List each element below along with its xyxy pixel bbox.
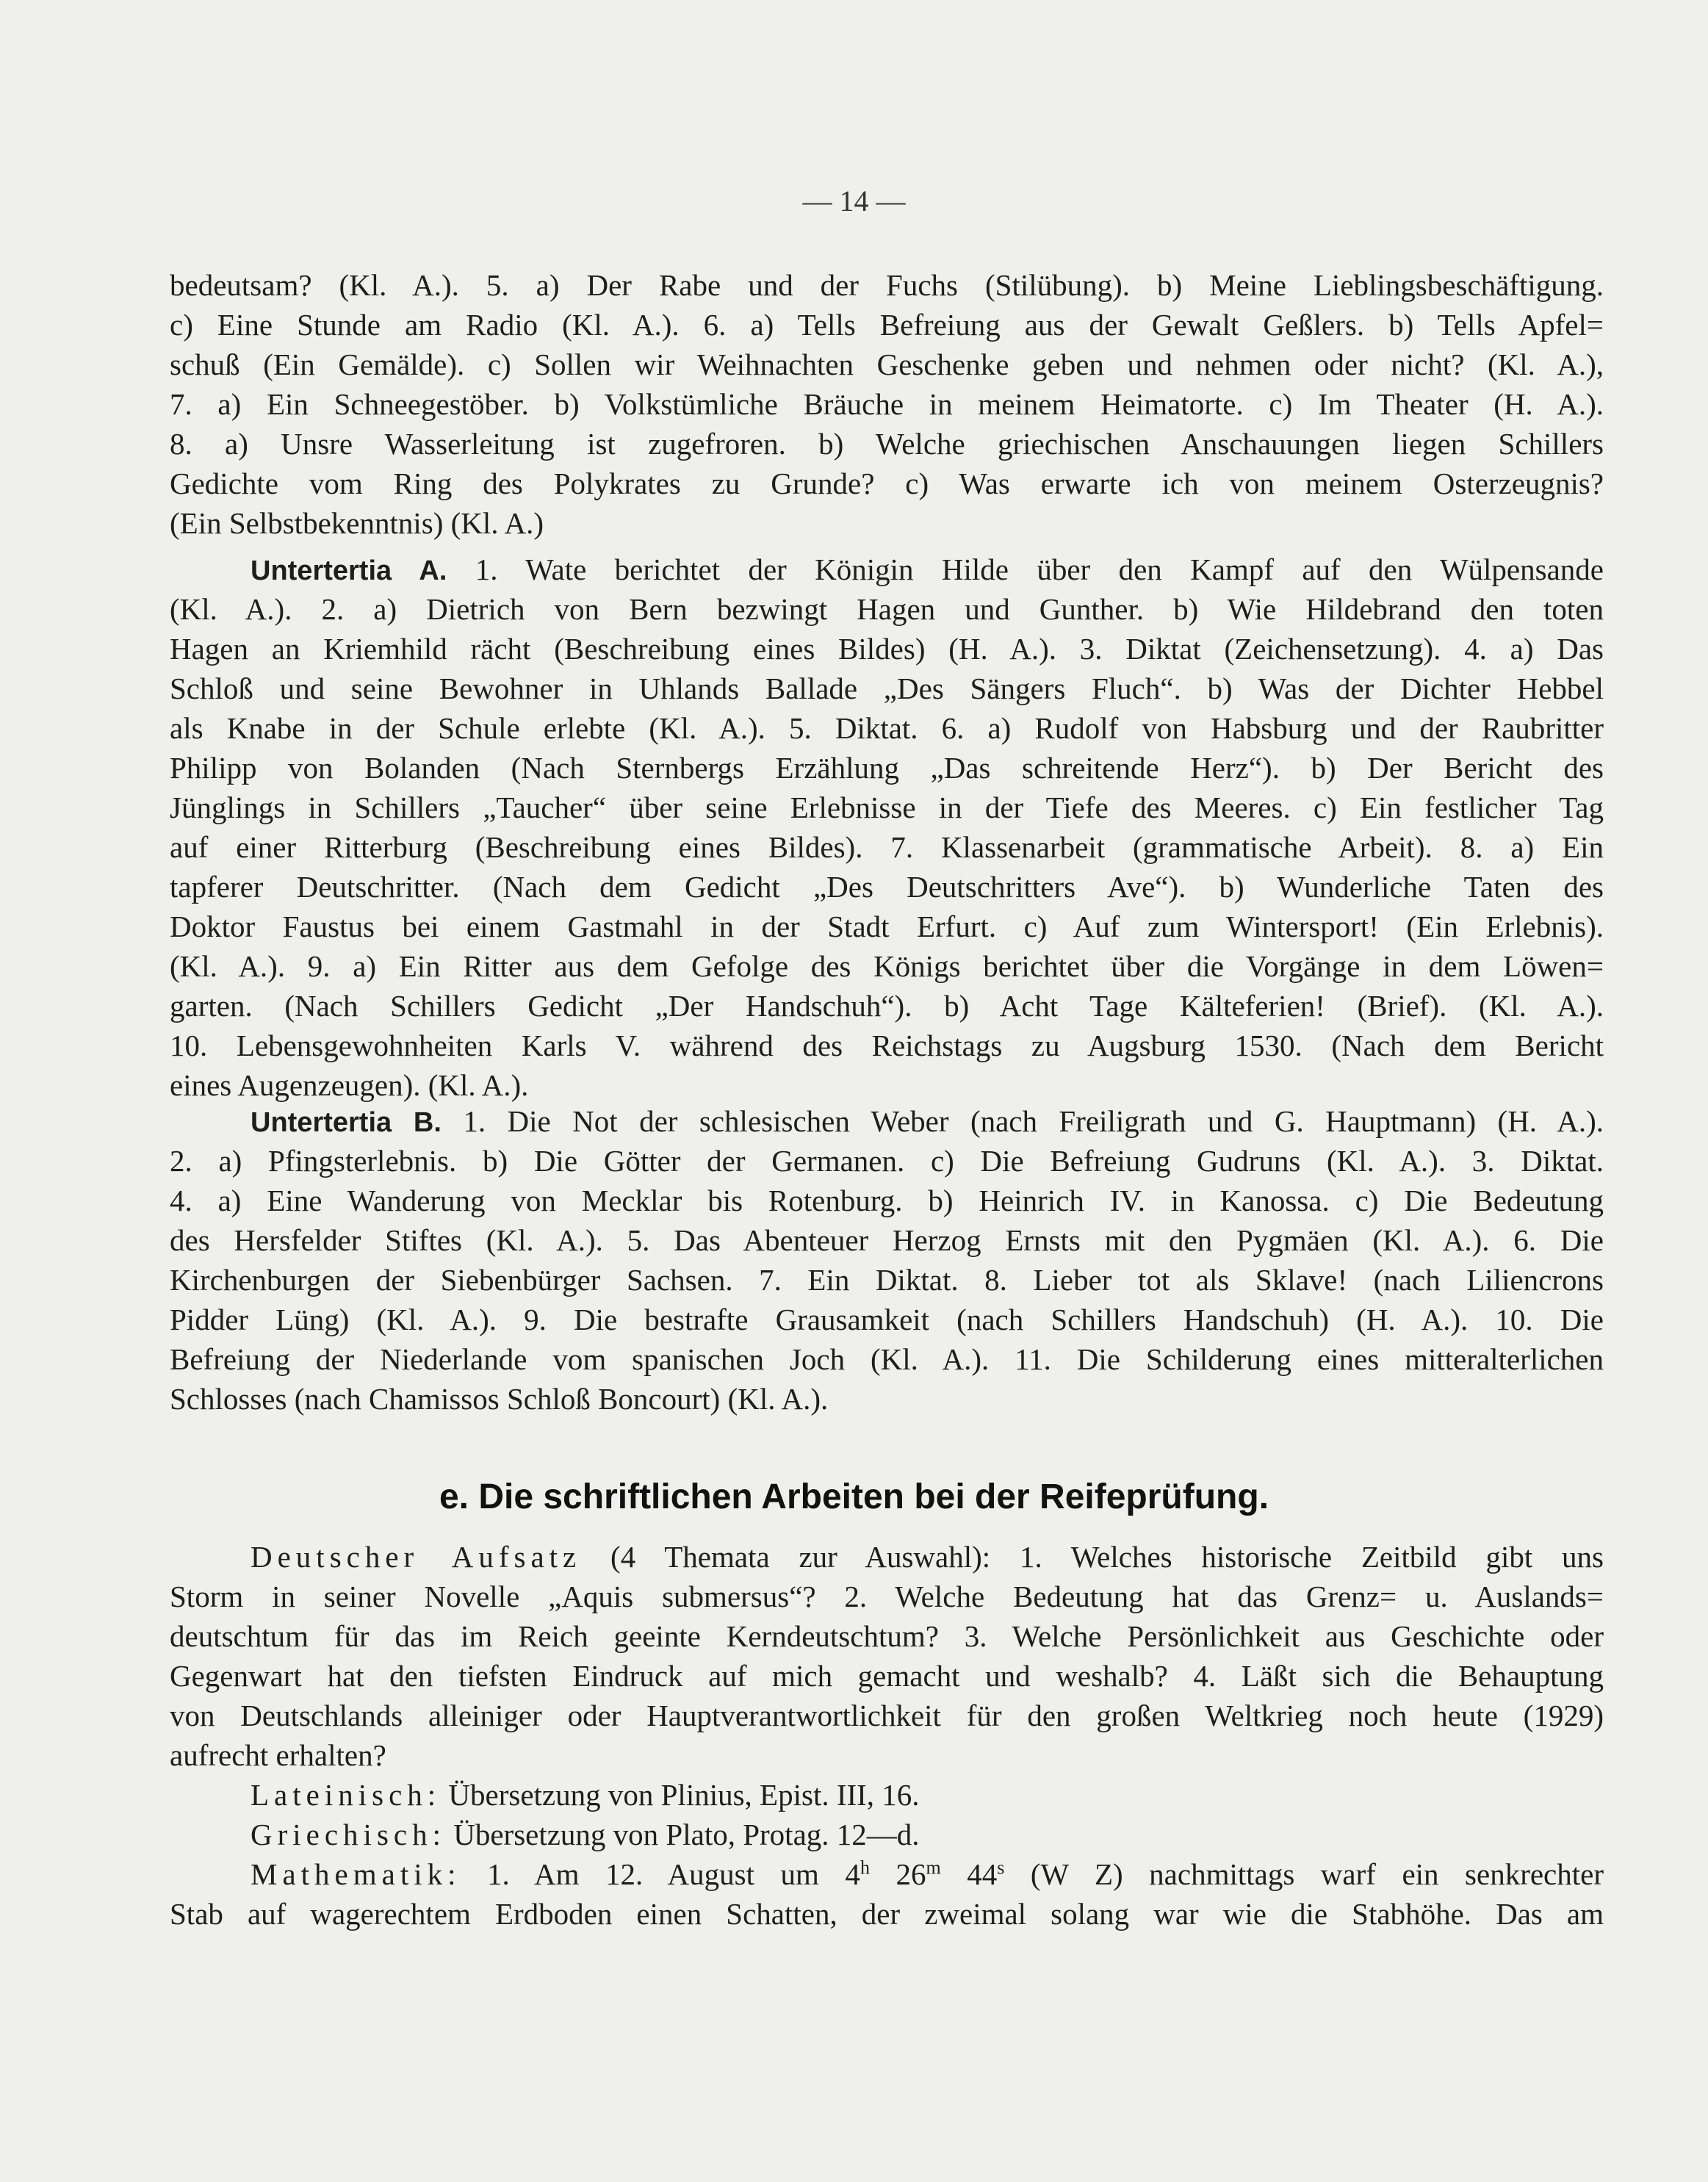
text-line: auf einer Ritterburg (Beschreibung eines Bildes). 7. Klassenarbeit (grammatische Arbeit). 8. a) Ein [170, 830, 1604, 864]
latein-text: Übersetzung von Plinius, Epist. III, 16. [441, 1778, 920, 1812]
text-line: Gegenwart hat den tiefsten Eindruck auf mich gemacht und weshalb? 4. Läßt sich die Behauptung [170, 1659, 1604, 1693]
untertertia-b-first-line [170, 1101, 1604, 1141]
math-text: (W Z) nachmittags warf ein senkrechter [1004, 1857, 1604, 1891]
text-line: Philipp von Bolanden (Nach Sternbergs Erzählung „Das schreitende Herz“). b) Der Bericht des [170, 751, 1604, 785]
paragraph-exams [170, 1775, 1604, 1934]
latein-label: Lateinisch: [251, 1778, 442, 1812]
math-sup: m [926, 1857, 941, 1879]
text-line: Gedichte vom Ring des Polykrates zu Grunde? c) Was erwarte ich von meinem Osterzeugnis? [170, 467, 1604, 500]
untertertia-a-first-line [170, 550, 1604, 589]
griechisch-label: Griechisch: [251, 1818, 446, 1851]
untertertia-b-label: Untertertia B. [251, 1107, 442, 1138]
text-line: Pidder Lüng) (Kl. A.). 9. Die bestrafte Grausamkeit (nach Schillers Handschuh) (H. A.). 10. Die [170, 1303, 1604, 1336]
text-line: Doktor Faustus bei einem Gastmahl in der Stadt Erfurt. c) Auf zum Wintersport! (Ein Erlebnis). [170, 910, 1604, 943]
deutsch-label: Deutscher Aufsatz [251, 1540, 582, 1574]
math-text: 26 [869, 1857, 926, 1891]
text-line: Kirchenburgen der Siebenbürger Sachsen. 7. Ein Diktat. 8. Lieber tot als Sklave! (nach Liliencrons [170, 1263, 1604, 1297]
section-heading: e. Die schriftlichen Arbeiten bei der Reifeprüfung. [439, 1477, 1269, 1516]
math-text: 1. Am 12. August um 4 [461, 1857, 860, 1891]
text-line: (Ein Selbstbekenntnis) (Kl. A.) [170, 506, 544, 540]
math-sup: h [860, 1857, 870, 1879]
griechisch-text: Übersetzung von Plato, Protag. 12—d. [445, 1818, 920, 1851]
text-line: aufrecht erhalten? [170, 1738, 386, 1772]
text-line: Befreiung der Niederlande vom spanischen Joch (Kl. A.). 11. Die Schilderung eines mitteralterlichen [170, 1342, 1604, 1376]
paragraph-themes-continued [170, 265, 1604, 543]
text-line: garten. (Nach Schillers Gedicht „Der Handschuh“). b) Acht Tage Kälteferien! (Brief). (Kl. A.). [170, 989, 1604, 1023]
text-line: deutschtum für das im Reich geeinte Kerndeutschtum? 3. Welche Persönlichkeit aus Geschichte oder [170, 1619, 1604, 1653]
text-line: des Hersfelder Stiftes (Kl. A.). 5. Das Abenteuer Herzog Ernsts mit den Pygmäen (Kl. A.). 6. Die [170, 1223, 1604, 1257]
text-line: c) Eine Stunde am Radio (Kl. A.). 6. a) Tells Befreiung aus der Gewalt Geßlers. b) Tells Apfel= [170, 308, 1604, 342]
text-line: 10. Lebensgewohnheiten Karls V. während des Reichstags zu Augsburg 1530. (Nach dem Bericht [170, 1029, 1604, 1062]
text-line: (Kl. A.). 9. a) Ein Ritter aus dem Gefolge des Königs berichtet über die Vorgänge in dem Löwen= [170, 949, 1604, 983]
text-line: Schloß und seine Bewohner in Uhlands Ballade „Des Sängers Fluch“. b) Was der Dichter Hebbel [170, 671, 1604, 705]
text-line: 2. a) Pfingsterlebnis. b) Die Götter der Germanen. c) Die Befreiung Gudruns (Kl. A.). 3. Diktat. [170, 1144, 1604, 1178]
math-sup: s [997, 1857, 1005, 1879]
untertertia-a-label: Untertertia A. [251, 555, 447, 586]
paragraph-untertertia-a [170, 550, 1604, 1105]
text-line: von Deutschlands alleiniger oder Hauptverantwortlichkeit für den großen Weltkrieg noch heute (1929) [170, 1699, 1604, 1732]
text-line: schuß (Ein Gemälde). c) Sollen wir Weihnachten Geschenke geben und nehmen oder nicht? (Kl. A.), [170, 348, 1604, 381]
untertertia-b-first-text: 1. Die Not der schlesischen Weber (nach Freiligrath und G. Hauptmann) (H. A.). [441, 1104, 1604, 1138]
untertertia-a-first-text: 1. Wate berichtet der Königin Hilde über den Kampf auf den Wülpensande [447, 552, 1604, 586]
text-line: Jünglings in Schillers „Taucher“ über seine Erlebnisse in der Tiefe des Meeres. c) Ein festlicher Tag [170, 791, 1604, 824]
mathematik-line-2: Stab auf wagerechtem Erdboden einen Schatten, der zweimal solang war wie die Stabhöhe. Das am [170, 1897, 1604, 1931]
text-line: tapferer Deutschritter. (Nach dem Gedicht „Des Deutschritters Ave“). b) Wunderliche Taten des [170, 870, 1604, 904]
text-line: (Kl. A.). 2. a) Dietrich von Bern bezwingt Hagen und Gunther. b) Wie Hildebrand den toten [170, 592, 1604, 626]
griechisch-line [170, 1815, 1604, 1854]
text-line: Hagen an Kriemhild rächt (Beschreibung eines Bildes) (H. A.). 3. Diktat (Zeichensetzung). 4. a) Das [170, 632, 1604, 666]
text-line: Schlosses (nach Chamissos Schloß Boncourt) (Kl. A.). [170, 1382, 829, 1416]
text-line: eines Augenzeugen). (Kl. A.). [170, 1068, 529, 1102]
math-text: 44 [940, 1857, 998, 1891]
text-line: bedeutsam? (Kl. A.). 5. a) Der Rabe und der Fuchs (Stilübung). b) Meine Lieblingsbeschäftigung. [170, 268, 1604, 302]
text-line: als Knabe in der Schule erlebte (Kl. A.). 5. Diktat. 6. a) Rudolf von Habsburg und der Raubritter [170, 711, 1604, 745]
mathematik-label: Mathematik: [251, 1857, 461, 1891]
text-line: Storm in seiner Novelle „Aquis submersus“? 2. Welche Bedeutung hat das Grenz= u. Auslands= [170, 1580, 1604, 1613]
text-line: 8. a) Unsre Wasserleitung ist zugefroren. b) Welche griechischen Anschauungen liegen Schillers [170, 427, 1604, 461]
paragraph-untertertia-b [170, 1101, 1604, 1419]
mathematik-line [170, 1854, 1604, 1894]
latein-line [170, 1775, 1604, 1815]
deutsch-first-text: (4 Themata zur Auswahl): 1. Welches historische Zeitbild gibt uns [581, 1540, 1604, 1574]
text-line: 4. a) Eine Wanderung von Mecklar bis Rotenburg. b) Heinrich IV. in Kanossa. c) Die Bedeutung [170, 1184, 1604, 1217]
paragraph-deutsch [170, 1537, 1604, 1775]
deutsch-first-line [170, 1537, 1604, 1577]
text-line: 7. a) Ein Schneegestöber. b) Volkstümliche Bräuche in meinem Heimatorte. c) Im Theater (H. A.). [170, 387, 1604, 421]
page-number: — 14 — [802, 184, 906, 217]
